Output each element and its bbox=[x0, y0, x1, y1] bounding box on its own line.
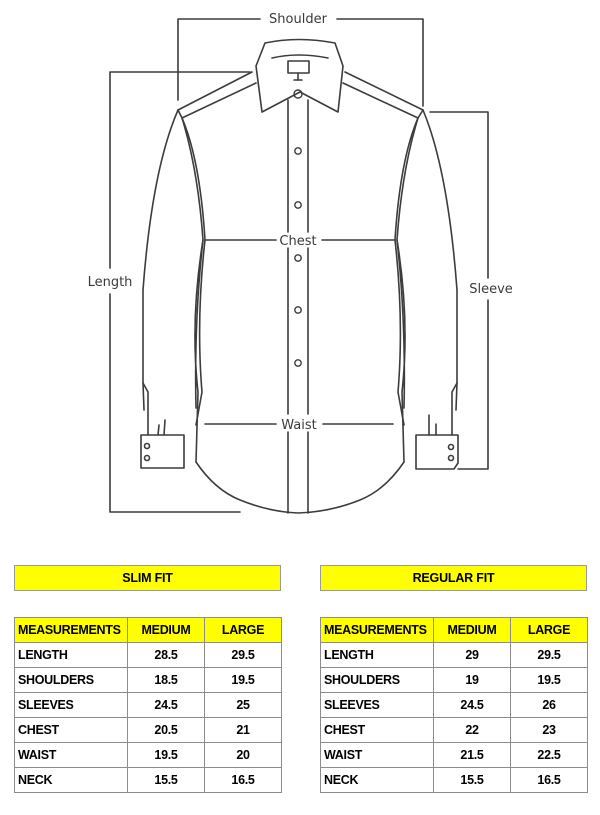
length-label: Length bbox=[87, 275, 133, 290]
header-medium: MEDIUM bbox=[128, 618, 205, 643]
measurement-name: WAIST bbox=[15, 743, 128, 768]
medium-value: 29 bbox=[434, 643, 511, 668]
measurement-name: SLEEVES bbox=[15, 693, 128, 718]
table-row bbox=[15, 693, 282, 718]
measurement-name: LENGTH bbox=[15, 643, 128, 668]
large-value: 22.5 bbox=[511, 743, 588, 768]
medium-value: 21.5 bbox=[434, 743, 511, 768]
slim-fit-title: SLIM FIT bbox=[14, 565, 281, 591]
measurement-name: LENGTH bbox=[321, 643, 434, 668]
large-value: 19.5 bbox=[511, 668, 588, 693]
table-row bbox=[321, 668, 588, 693]
medium-value: 24.5 bbox=[434, 693, 511, 718]
large-value: 25 bbox=[205, 693, 282, 718]
regular-fit-title: REGULAR FIT bbox=[320, 565, 587, 591]
medium-value: 22 bbox=[434, 718, 511, 743]
table-row bbox=[321, 718, 588, 743]
medium-value: 15.5 bbox=[434, 768, 511, 793]
shirt-buttons bbox=[294, 90, 302, 366]
large-value: 20 bbox=[205, 743, 282, 768]
header-large: LARGE bbox=[205, 618, 282, 643]
table-header-row bbox=[321, 618, 588, 643]
length-bracket bbox=[110, 72, 250, 512]
medium-value: 15.5 bbox=[128, 768, 205, 793]
medium-value: 24.5 bbox=[128, 693, 205, 718]
table-row bbox=[15, 768, 282, 793]
measurement-name: WAIST bbox=[321, 743, 434, 768]
measurement-name: NECK bbox=[321, 768, 434, 793]
medium-value: 19 bbox=[434, 668, 511, 693]
table-row bbox=[15, 718, 282, 743]
table-row bbox=[321, 693, 588, 718]
measurement-name: NECK bbox=[15, 768, 128, 793]
table-row bbox=[321, 643, 588, 668]
measurement-name: SHOULDERS bbox=[15, 668, 128, 693]
shoulder-label: Shoulder bbox=[269, 12, 327, 27]
table-row bbox=[321, 768, 588, 793]
measurement-name: CHEST bbox=[15, 718, 128, 743]
measurement-name: SLEEVES bbox=[321, 693, 434, 718]
waist-label: Waist bbox=[281, 418, 317, 433]
medium-value: 18.5 bbox=[128, 668, 205, 693]
medium-value: 19.5 bbox=[128, 743, 205, 768]
table-header-row bbox=[15, 618, 282, 643]
measurement-name: CHEST bbox=[321, 718, 434, 743]
regular-fit-table bbox=[320, 617, 588, 793]
table-row bbox=[15, 743, 282, 768]
large-value: 26 bbox=[511, 693, 588, 718]
large-value: 19.5 bbox=[205, 668, 282, 693]
medium-value: 28.5 bbox=[128, 643, 205, 668]
slim-fit-table bbox=[14, 617, 282, 793]
shirt-outline bbox=[141, 40, 458, 514]
table-row bbox=[321, 743, 588, 768]
large-value: 23 bbox=[511, 718, 588, 743]
medium-value: 20.5 bbox=[128, 718, 205, 743]
measurement-name: SHOULDERS bbox=[321, 668, 434, 693]
large-value: 16.5 bbox=[205, 768, 282, 793]
header-measurements: MEASUREMENTS bbox=[321, 618, 434, 643]
header-medium: MEDIUM bbox=[434, 618, 511, 643]
large-value: 21 bbox=[205, 718, 282, 743]
chest-label: Chest bbox=[279, 234, 317, 249]
header-measurements: MEASUREMENTS bbox=[15, 618, 128, 643]
large-value: 29.5 bbox=[205, 643, 282, 668]
large-value: 29.5 bbox=[511, 643, 588, 668]
large-value: 16.5 bbox=[511, 768, 588, 793]
header-large: LARGE bbox=[511, 618, 588, 643]
table-row bbox=[15, 643, 282, 668]
sleeve-label: Sleeve bbox=[469, 282, 513, 297]
table-row bbox=[15, 668, 282, 693]
